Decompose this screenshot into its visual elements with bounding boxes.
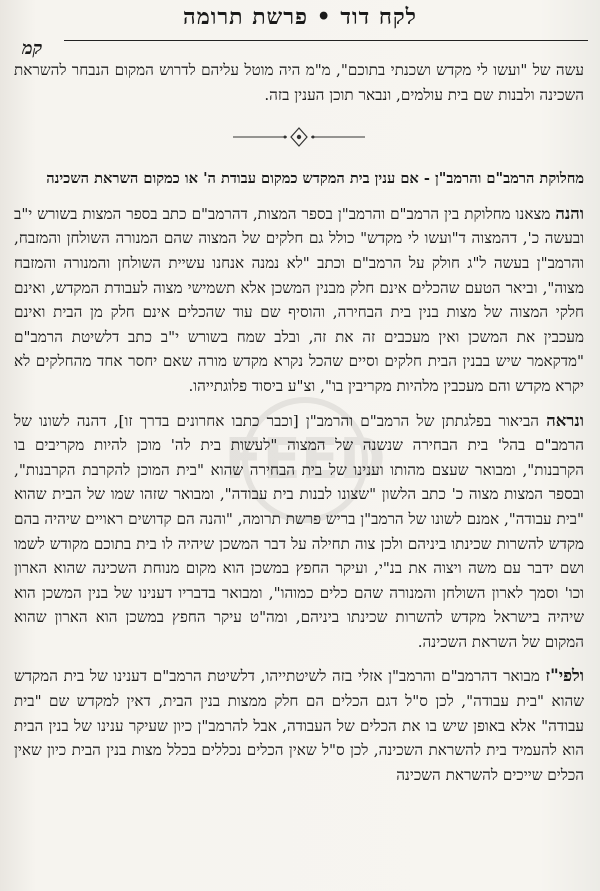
paragraph-2-lead-word: ונראה: [546, 410, 584, 430]
section-divider-ornament: [229, 125, 369, 149]
paragraph-1-lead-word: והנה: [555, 203, 584, 223]
page-header: [0, 0, 600, 59]
paragraph-1-text: מצאנו מחלוקת בין הרמב"ם והרמב"ן בספר המצות, דהרמב"ם כתב בספר המצות בשורש י"ב ובעשה כ', דהמצוה ד"ועשו לי מקדש" כולל גם חלקים של המצוה שהם המנורה השולחן והמזבח, והרמב"ן בעשה ל"ג חולק על הרמב"ם וכתב "לא נמנה אנחנו עשיית השולחן והמנורה והמזבח מצוה", וביאר הטעם שהכלים אינם חלק מבנין המשכן אלא תשמישי מצוה לעבודת המקדש, ואינם חלקי המצוה של מצות בנין בית הבחירה, והוסיף שם עוד שהכלים אינם חלק מן הבית ואינם מעכבין את המשכן ואין מעכבים זה את זה, ובלב שמח בשורש י"ב כתב דלשיטת הרמב"ם "מדקאמר שיש בבנין הבית חלקים וסיים שהכל נקרא מקדש מורה שאם יחסר אחד מהחלקים לא יקרא מקדש והם מעכבין מלהיות מקריבין בו", וצ"ע ביסוד פלוגתייהו.: [14, 204, 584, 395]
paragraph-3: [14, 664, 584, 787]
running-title: לקח דוד • פרשת תרומה: [183, 4, 417, 30]
paragraph-3-lead-word: ולפי"ז: [545, 666, 584, 686]
paragraph-1: [14, 202, 584, 399]
section-heading: מחלוקת הרמב"ם והרמב"ן - אם ענין בית המקדש כמקום עבודת ה' או כמקום השראת השכינה: [46, 170, 584, 188]
paragraph-3-text: מבואר דהרמב"ם והרמב"ן אזלי בזה לשיטתייהו, דלשיטת הרמב"ם דענינו של בית המקדש שהוא "בית עבודה", לכן ס"ל דגם הכלים הם חלק ממצות בנין הבית, דאין למקדש שם "בית עבודה" אלא באופן שיש בו את הכלים של העבודה, אבל להרמב"ן כיון שעיקר ענינו של בנין הבית הוא להעמיד בית להשראת השכינה, לכן ס"ל שאין הכלים נכללים בכלל מצות בנין הבית כיון שאין הכלים שייכים להשראת השכינה: [14, 667, 584, 784]
page-body: [14, 58, 584, 787]
watermark-text: FEED: [224, 427, 386, 492]
page-number: קמ: [22, 38, 43, 59]
header-rule: [64, 40, 588, 41]
intro-paragraph: עשה של "ועשו לי מקדש ושכנתי בתוכם", מ"מ היה מוטל עליהם לדרוש המקום הנבחר להשראת השכינה ולבנות שם בית עולמים, ונבאר תוכן הענין בזה.: [14, 61, 584, 104]
paragraph-2: [14, 409, 584, 655]
paragraph-2-text: הביאור בפלגתתן של הרמב"ם והרמב"ן [וכבר כתבו אחרונים בדרך זו], דהנה לשונו של הרמב"ם בהל' בית הבחירה שנשנה של המצוה "לעשות בית לה' מוכן להיות מקריבים בו הקרבנות", ומבואר שעצם מהותו וענינו של בית הבחירה שהוא "בית המוכן להקרבת הקרבנות", ובספר המצות מצוה כ' כתב הלשון "שצונו לבנות בית עבודה", ומבואר שזהו שמו של הבית שהוא "בית עבודה", אמנם לשונו של הרמב"ן בריש פרשת תרומה, "והנה הם קדושים ראויים שיהיה בהם מקדש להשרות שכינתו ביניהם ולכן צוה תחילה על דבר המשכן שיהיה לו בית בתוכם מקודש לשמו ושם ידבר עם משה ויצוה את בנ"י, ועיקר החפץ במשכן הוא מקום מנוחת השכינה שהוא הארון וכו' וסמך לארון השולחן והמנורה שהם כלים כמוהו", ומבואר בדבריו דענינו של בנין המשכן הוא שיהיה בישראל מקדש להשרות שכינתו ביניהם, ומה"ט עיקר החפץ במשכן הוא הארון שהוא המקום של השראת השכינה.: [14, 411, 584, 651]
